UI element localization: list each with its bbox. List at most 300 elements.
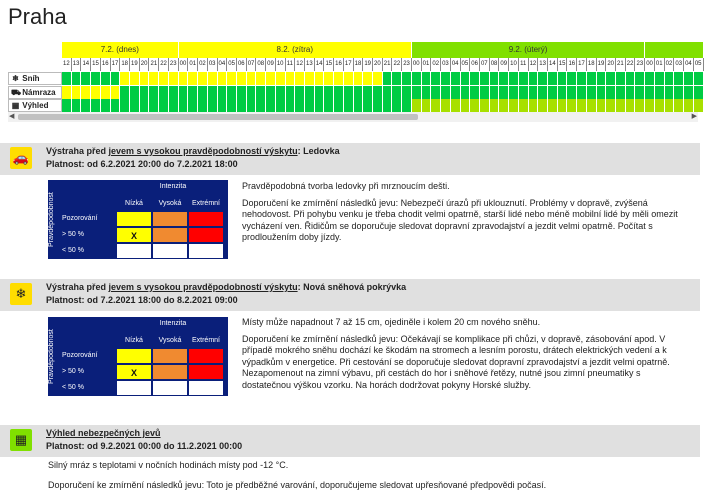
hour-label: 03	[441, 58, 451, 71]
timeline-cell[interactable]	[490, 72, 500, 85]
timeline-cell[interactable]	[461, 72, 471, 85]
timeline-cell[interactable]	[72, 72, 82, 85]
hour-label: 00	[179, 58, 189, 71]
timeline-cell[interactable]	[587, 86, 597, 99]
timeline-cell[interactable]	[72, 99, 82, 112]
matrix-cell	[152, 380, 188, 396]
matrix-cell	[152, 211, 188, 227]
scroll-right-icon[interactable]: ▶	[691, 113, 697, 120]
timeline-cell[interactable]	[295, 86, 305, 99]
timeline-cell[interactable]	[577, 72, 587, 85]
scrollbar-thumb[interactable]	[18, 114, 418, 120]
timeline-cell[interactable]	[159, 99, 169, 112]
timeline-cell[interactable]	[684, 72, 694, 85]
timeline-cell[interactable]	[188, 86, 198, 99]
timeline-cell[interactable]	[558, 99, 568, 112]
hour-label: 04	[684, 58, 694, 71]
timeline-cell[interactable]	[470, 86, 480, 99]
timeline-cell[interactable]	[305, 72, 315, 85]
timeline-cell[interactable]	[266, 72, 276, 85]
hour-label: 08	[490, 58, 500, 71]
matrix-column-header: Extrémní	[191, 337, 220, 344]
timeline-cell[interactable]	[480, 86, 490, 99]
hour-label: 19	[363, 58, 373, 71]
timeline-cell[interactable]	[383, 86, 393, 99]
timeline-cell[interactable]	[344, 86, 354, 99]
timeline-cell[interactable]	[208, 86, 218, 99]
timeline-cell[interactable]	[198, 86, 208, 99]
timeline-cell[interactable]	[179, 72, 189, 85]
matrix-row-label: Pozorování	[62, 215, 98, 222]
timeline-cell[interactable]	[616, 99, 626, 112]
hour-label: 19	[597, 58, 607, 71]
timeline-cell[interactable]	[606, 99, 616, 112]
timeline-cell[interactable]	[645, 86, 655, 99]
timeline-cell[interactable]	[120, 86, 130, 99]
timeline-cell[interactable]	[626, 86, 636, 99]
matrix-column-header: Vysoká	[158, 200, 182, 207]
matrix-vertical-label: Pravděpodobnost	[48, 329, 55, 384]
warning-paragraph: Doporučení ke zmírnění následků jevu: Nebezpečí úrazů při uklouznutí. Problémy v dopravě, zvýšená nehodovost. Při pohybu venku je třeba chodit velmi opatrně, starší lidé nebo méně mobilní lidé by měli omezit vycházení ven. Řidičům se doporučuje sledovat dopravní zpravodajství a jezdit velmi opatrně. Počítat s prodloužením doby jízdy.	[242, 197, 678, 242]
timeline-cell[interactable]	[363, 99, 373, 112]
timeline-cell[interactable]	[597, 99, 607, 112]
timeline-cell[interactable]	[626, 72, 636, 85]
timeline-cell[interactable]	[324, 86, 334, 99]
calendar-icon: ▦	[11, 101, 20, 110]
timeline-cell[interactable]	[626, 99, 636, 112]
matrix-cell: X	[116, 364, 152, 380]
warning-paragraph: Místy může napadnout 7 až 15 cm, ojediněle i kolem 20 cm nového sněhu.	[242, 317, 541, 327]
timeline-cell[interactable]	[529, 99, 539, 112]
timeline-cell[interactable]	[577, 99, 587, 112]
hour-label: 12	[529, 58, 539, 71]
timeline-cell[interactable]	[480, 99, 490, 112]
matrix-column-header: Extrémní	[191, 200, 220, 207]
timeline-cell[interactable]	[81, 72, 91, 85]
timeline-cell[interactable]	[558, 86, 568, 99]
day-header: 8.2. (zítra)	[179, 42, 412, 58]
timeline-cell[interactable]	[344, 72, 354, 85]
timeline-cell[interactable]	[597, 72, 607, 85]
timeline-row-0	[8, 72, 698, 85]
timeline-cell[interactable]	[674, 99, 684, 112]
timeline-cell[interactable]	[169, 99, 179, 112]
timeline-cell[interactable]	[577, 86, 587, 99]
timeline-cell[interactable]	[548, 72, 558, 85]
warning-1-title: Výstraha před jevem s vysokou pravděpodobností výskytu: Ledovka	[46, 146, 340, 156]
hour-label: 04	[451, 58, 461, 71]
timeline-cell[interactable]	[81, 86, 91, 99]
timeline-cell[interactable]	[538, 86, 548, 99]
timeline-cell[interactable]	[402, 99, 412, 112]
timeline-cell[interactable]	[324, 99, 334, 112]
hour-label: 16	[334, 58, 344, 71]
timeline-cell[interactable]	[295, 72, 305, 85]
hour-label: 13	[305, 58, 315, 71]
timeline-cell[interactable]	[91, 99, 101, 112]
timeline-cell[interactable]	[451, 72, 461, 85]
timeline-cell[interactable]	[218, 99, 228, 112]
timeline-cell[interactable]	[266, 86, 276, 99]
timeline-cell[interactable]	[256, 72, 266, 85]
timeline-cell[interactable]	[373, 99, 383, 112]
hour-label: 17	[577, 58, 587, 71]
timeline-cell[interactable]	[208, 72, 218, 85]
timeline-cell[interactable]	[198, 72, 208, 85]
timeline-cell[interactable]	[130, 72, 140, 85]
hour-label: 07	[480, 58, 490, 71]
timeline-cell[interactable]	[256, 86, 266, 99]
timeline-cell[interactable]	[218, 86, 228, 99]
timeline-cell[interactable]	[208, 99, 218, 112]
hour-label: 22	[159, 58, 169, 71]
hour-label: 19	[130, 58, 140, 71]
outlook-title-link[interactable]: Výhled nebezpečných jevů	[46, 428, 161, 438]
car-ice-icon: ⛟	[11, 87, 22, 97]
timeline-cell[interactable]	[305, 99, 315, 112]
snow-icon: ❄	[10, 283, 32, 305]
timeline-cell[interactable]	[276, 72, 286, 85]
timeline-cell[interactable]	[120, 99, 130, 112]
timeline-cell[interactable]	[354, 99, 364, 112]
matrix-cell	[152, 227, 188, 243]
timeline-cell[interactable]	[567, 99, 577, 112]
scroll-left-icon[interactable]: ◀	[9, 113, 15, 120]
hour-label: 18	[354, 58, 364, 71]
timeline-cell[interactable]	[684, 99, 694, 112]
hour-label: 17	[344, 58, 354, 71]
matrix-cell	[188, 243, 224, 259]
timeline-cell[interactable]	[587, 72, 597, 85]
timeline-cell[interactable]	[645, 72, 655, 85]
hour-label: 22	[626, 58, 636, 71]
hour-label: 23	[169, 58, 179, 71]
timeline-row-label	[8, 72, 62, 85]
warning-1-validity: Platnost: od 6.2.2021 20:00 do 7.2.2021 18:00	[46, 159, 238, 169]
timeline-scrollbar[interactable]	[8, 112, 698, 122]
hour-label: 02	[431, 58, 441, 71]
timeline-cell[interactable]	[412, 86, 422, 99]
snowflake-icon: ❄	[12, 74, 19, 83]
timeline-cell[interactable]	[529, 72, 539, 85]
calendar-icon: ▦	[10, 429, 32, 451]
hour-label: 08	[256, 58, 266, 71]
timeline-cell[interactable]	[276, 99, 286, 112]
timeline-cell[interactable]	[159, 86, 169, 99]
hour-row	[8, 58, 702, 71]
timeline-cell[interactable]	[490, 99, 500, 112]
timeline-cell[interactable]	[422, 99, 432, 112]
hour-label: 18	[120, 58, 130, 71]
timeline-cell[interactable]	[334, 99, 344, 112]
timeline-cell[interactable]	[529, 86, 539, 99]
timeline-cell[interactable]	[665, 72, 675, 85]
hour-label: 02	[665, 58, 675, 71]
hour-label: 01	[655, 58, 665, 71]
timeline-cell[interactable]	[519, 72, 529, 85]
hour-label: 15	[91, 58, 101, 71]
timeline-cell[interactable]	[247, 99, 257, 112]
hour-label: 13	[72, 58, 82, 71]
timeline-cell[interactable]	[111, 72, 121, 85]
matrix-cell	[188, 348, 224, 364]
matrix-row-label: Pozorování	[62, 352, 98, 359]
timeline-cell[interactable]	[315, 72, 325, 85]
timeline-cell[interactable]	[635, 99, 645, 112]
timeline-cell[interactable]	[422, 72, 432, 85]
timeline-cell[interactable]	[256, 99, 266, 112]
timeline-cell[interactable]	[567, 72, 577, 85]
timeline-cell[interactable]	[402, 86, 412, 99]
warning-1-probability-matrix	[48, 180, 228, 259]
matrix-column-header: Nízká	[125, 337, 143, 344]
outlook-description	[48, 460, 688, 500]
timeline-cell[interactable]	[315, 86, 325, 99]
timeline-cell[interactable]	[305, 86, 315, 99]
matrix-row-label: < 50 %	[62, 247, 84, 254]
timeline-cell[interactable]	[451, 86, 461, 99]
timeline-cell[interactable]	[237, 72, 247, 85]
timeline-cell[interactable]	[665, 86, 675, 99]
hour-label: 12	[295, 58, 305, 71]
timeline-cell[interactable]	[392, 72, 402, 85]
matrix-cell	[188, 380, 224, 396]
hour-label: 10	[276, 58, 286, 71]
timeline-cell[interactable]	[120, 72, 130, 85]
timeline-cell[interactable]	[101, 86, 111, 99]
timeline-cell[interactable]	[480, 72, 490, 85]
timeline-cell[interactable]	[441, 86, 451, 99]
hour-label: 11	[519, 58, 529, 71]
hour-label: 18	[587, 58, 597, 71]
timeline-cell[interactable]	[519, 99, 529, 112]
timeline-cell[interactable]	[198, 99, 208, 112]
hour-label: 09	[266, 58, 276, 71]
timeline-cell[interactable]	[645, 99, 655, 112]
timeline-cell[interactable]	[179, 99, 189, 112]
timeline-cell[interactable]	[101, 72, 111, 85]
timeline-cell[interactable]	[655, 72, 665, 85]
timeline-cell[interactable]	[538, 99, 548, 112]
timeline-cell[interactable]	[344, 99, 354, 112]
timeline-cell[interactable]	[431, 72, 441, 85]
hour-label: 03	[674, 58, 684, 71]
matrix-vertical-label: Pravděpodobnost	[48, 192, 55, 247]
timeline-cell[interactable]	[179, 86, 189, 99]
timeline-cell[interactable]	[441, 72, 451, 85]
icy-road-icon: 🚗	[10, 147, 32, 169]
warning-1-description	[242, 181, 692, 249]
warning-2-description	[242, 317, 692, 396]
timeline-cell[interactable]	[655, 99, 665, 112]
timeline-cell[interactable]	[218, 72, 228, 85]
hour-label: 13	[538, 58, 548, 71]
matrix-cell	[152, 243, 188, 259]
day-header	[645, 42, 703, 58]
timeline-cell[interactable]	[334, 86, 344, 99]
timeline-cell[interactable]	[286, 99, 296, 112]
timeline-cell[interactable]	[101, 99, 111, 112]
hour-label: 05	[461, 58, 471, 71]
timeline-cell[interactable]	[227, 72, 237, 85]
timeline-cell[interactable]	[548, 86, 558, 99]
matrix-cell	[188, 211, 224, 227]
timeline-cell[interactable]	[606, 86, 616, 99]
timeline-cell[interactable]	[266, 99, 276, 112]
timeline-cell[interactable]	[169, 86, 179, 99]
timeline-cell[interactable]	[140, 99, 150, 112]
hour-label: 20	[140, 58, 150, 71]
timeline-cell[interactable]	[441, 99, 451, 112]
matrix-cell	[188, 364, 224, 380]
timeline-cell[interactable]	[149, 99, 159, 112]
timeline-cell[interactable]	[655, 86, 665, 99]
timeline-cell[interactable]	[597, 86, 607, 99]
matrix-cell	[152, 348, 188, 364]
timeline-row-name: Sníh	[22, 74, 40, 83]
timeline-cell[interactable]	[694, 99, 704, 112]
timeline-cell[interactable]	[354, 72, 364, 85]
timeline-cell[interactable]	[684, 86, 694, 99]
timeline-cell[interactable]	[149, 86, 159, 99]
timeline-cell[interactable]	[509, 99, 519, 112]
timeline-cell[interactable]	[412, 72, 422, 85]
timeline-cell[interactable]	[373, 86, 383, 99]
timeline-cell[interactable]	[422, 86, 432, 99]
timeline-cell[interactable]	[499, 86, 509, 99]
timeline-cell[interactable]	[674, 86, 684, 99]
timeline-cell[interactable]	[616, 72, 626, 85]
day-header: 7.2. (dnes)	[62, 42, 179, 58]
hour-label: 20	[373, 58, 383, 71]
matrix-cell: X	[116, 227, 152, 243]
timeline-cell[interactable]	[635, 72, 645, 85]
hour-label: 21	[149, 58, 159, 71]
timeline-cell[interactable]	[62, 72, 72, 85]
hour-label: 23	[635, 58, 645, 71]
timeline-cell[interactable]	[188, 72, 198, 85]
timeline-cell[interactable]	[392, 86, 402, 99]
timeline-cell[interactable]	[363, 72, 373, 85]
timeline-cell[interactable]	[62, 86, 72, 99]
timeline-cell[interactable]	[470, 99, 480, 112]
timeline-cell[interactable]	[461, 99, 471, 112]
timeline-cell[interactable]	[91, 72, 101, 85]
timeline-cell[interactable]	[665, 99, 675, 112]
timeline-cell[interactable]	[149, 72, 159, 85]
timeline-cell[interactable]	[694, 72, 704, 85]
timeline-cell[interactable]	[247, 72, 257, 85]
timeline-cell[interactable]	[111, 86, 121, 99]
timeline-cell[interactable]	[140, 72, 150, 85]
timeline-cell[interactable]	[674, 72, 684, 85]
hour-label: 01	[422, 58, 432, 71]
timeline-cell[interactable]	[111, 99, 121, 112]
timeline-cell[interactable]	[363, 86, 373, 99]
hour-label: 05	[694, 58, 704, 71]
timeline-cell[interactable]	[130, 99, 140, 112]
timeline-cell[interactable]	[169, 72, 179, 85]
timeline-cell[interactable]	[461, 86, 471, 99]
timeline-cell[interactable]	[237, 86, 247, 99]
timeline-cell[interactable]	[130, 86, 140, 99]
hour-label: 15	[558, 58, 568, 71]
timeline-cell[interactable]	[62, 99, 72, 112]
timeline-cell[interactable]	[558, 72, 568, 85]
timeline-cell[interactable]	[548, 99, 558, 112]
hour-label: 04	[218, 58, 228, 71]
timeline-cell[interactable]	[91, 86, 101, 99]
hour-label: 06	[237, 58, 247, 71]
timeline-cell[interactable]	[227, 86, 237, 99]
timeline-cell[interactable]	[606, 72, 616, 85]
matrix-row-label: > 50 %	[62, 368, 84, 375]
timeline-cell[interactable]	[315, 99, 325, 112]
timeline-cell[interactable]	[276, 86, 286, 99]
timeline-cell[interactable]	[295, 99, 305, 112]
timeline-cell[interactable]	[334, 72, 344, 85]
timeline-cell[interactable]	[616, 86, 626, 99]
timeline-cell[interactable]	[499, 72, 509, 85]
timeline-cell[interactable]	[431, 99, 441, 112]
timeline-cell[interactable]	[635, 86, 645, 99]
hour-label: 09	[499, 58, 509, 71]
matrix-cell	[152, 364, 188, 380]
hour-label: 00	[645, 58, 655, 71]
timeline-cell[interactable]	[499, 99, 509, 112]
hour-label: 12	[62, 58, 72, 71]
day-header: 9.2. (úterý)	[412, 42, 645, 58]
timeline-cell[interactable]	[392, 99, 402, 112]
hour-label: 01	[188, 58, 198, 71]
timeline-cell[interactable]	[383, 72, 393, 85]
timeline-cell[interactable]	[538, 72, 548, 85]
timeline-cell[interactable]	[567, 86, 577, 99]
timeline-cell[interactable]	[490, 86, 500, 99]
timeline-cell[interactable]	[324, 72, 334, 85]
timeline-cell[interactable]	[81, 99, 91, 112]
timeline-cell[interactable]	[159, 72, 169, 85]
timeline-cell[interactable]	[72, 86, 82, 99]
timeline-cell[interactable]	[373, 72, 383, 85]
timeline-cell[interactable]	[354, 86, 364, 99]
timeline-cell[interactable]	[227, 99, 237, 112]
timeline-cell[interactable]	[509, 72, 519, 85]
timeline-cell[interactable]	[286, 72, 296, 85]
timeline-cell[interactable]	[587, 99, 597, 112]
timeline-cell[interactable]	[140, 86, 150, 99]
timeline-cell[interactable]	[237, 99, 247, 112]
timeline-cell[interactable]	[694, 86, 704, 99]
hour-label: 07	[247, 58, 257, 71]
timeline-cell[interactable]	[431, 86, 441, 99]
warning-2-probability-matrix	[48, 317, 228, 396]
timeline-cell[interactable]	[470, 72, 480, 85]
timeline-cell[interactable]	[412, 99, 422, 112]
hour-label: 23	[402, 58, 412, 71]
warning-1-title-link[interactable]: jevem s vysokou pravděpodobností výskytu	[108, 146, 298, 156]
timeline-cell[interactable]	[188, 99, 198, 112]
timeline-cell[interactable]	[247, 86, 257, 99]
timeline-cell[interactable]	[519, 86, 529, 99]
timeline-cell[interactable]	[402, 72, 412, 85]
timeline-cell[interactable]	[383, 99, 393, 112]
timeline-cell[interactable]	[451, 99, 461, 112]
warning-2-title-link[interactable]: jevem s vysokou pravděpodobností výskytu	[108, 282, 298, 292]
outlook-title	[46, 428, 161, 438]
timeline-cell[interactable]	[509, 86, 519, 99]
timeline-cell[interactable]	[286, 86, 296, 99]
